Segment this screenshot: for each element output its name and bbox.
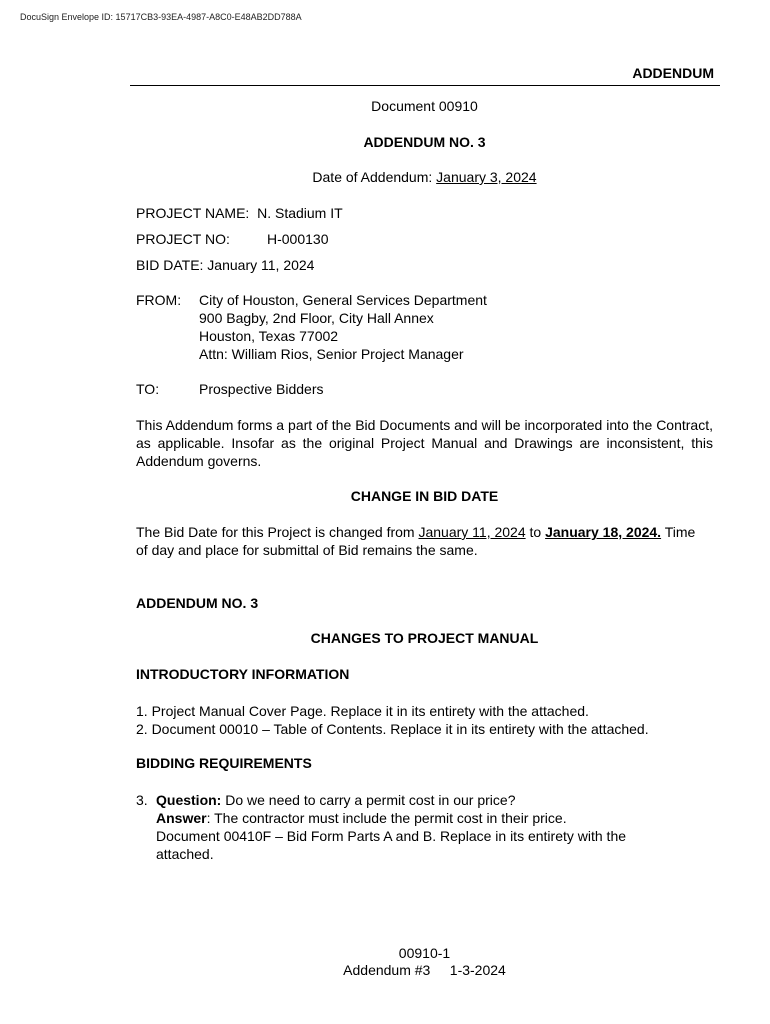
- project-name-value: N. Stadium IT: [257, 205, 343, 221]
- item-3-document: Document 00410F – Bid Form Parts A and B. Replace in its entirety with the attached.: [156, 828, 627, 862]
- project-name-label: PROJECT NAME:: [136, 205, 250, 221]
- addendum-number: ADDENDUM NO. 3: [363, 134, 486, 150]
- change-bid-new-date: January 18, 2024.: [545, 524, 662, 540]
- project-name: [136, 205, 343, 221]
- footer: [136, 945, 713, 979]
- bidding-heading: BIDDING REQUIREMENTS: [136, 755, 312, 771]
- document-number: Document 00910: [371, 98, 478, 114]
- docusign-envelope-id: DocuSign Envelope ID: 15717CB3-93EA-4987-A8C0-E48AB2DD788A: [20, 12, 302, 22]
- addendum-date-label: Date of Addendum:: [312, 169, 437, 185]
- project-no-value: H-000130: [267, 231, 329, 247]
- list-item: 1. Project Manual Cover Page. Replace it in its entirety with the attached.: [136, 703, 589, 719]
- intro-info-heading: INTRODUCTORY INFORMATION: [136, 666, 350, 682]
- from-address: [199, 291, 487, 363]
- change-bid-paragraph: [136, 523, 696, 559]
- list-item-3: [136, 791, 716, 863]
- change-bid-mid: to: [525, 524, 546, 540]
- item-3-answer: [156, 809, 716, 827]
- footer-page-number: 00910-1: [398, 945, 451, 961]
- list-item: 2. Document 00010 – Table of Contents. Replace it in its entirety with the attached.: [136, 721, 649, 737]
- answer-label: Answer: [156, 810, 207, 826]
- to-value: Prospective Bidders: [199, 381, 324, 397]
- change-bid-heading: CHANGE IN BID DATE: [350, 488, 499, 504]
- header-title: ADDENDUM: [632, 65, 714, 81]
- footer-addendum-line: Addendum #3 1-3-2024: [343, 962, 506, 978]
- to-label: TO:: [136, 381, 160, 397]
- bid-date: BID DATE: January 11, 2024: [136, 257, 315, 273]
- from-line: 900 Bagby, 2nd Floor, City Hall Annex: [199, 310, 434, 326]
- from-line: City of Houston, General Services Department: [199, 292, 487, 308]
- from-line: Attn: William Rios, Senior Project Manager: [199, 346, 464, 362]
- question-text: Do we need to carry a permit cost in our price?: [221, 792, 516, 808]
- project-no-label: PROJECT NO:: [136, 231, 230, 247]
- changes-heading: CHANGES TO PROJECT MANUAL: [310, 630, 539, 646]
- addendum-date: [136, 169, 713, 185]
- change-bid-pre: The Bid Date for this Project is changed from: [136, 524, 419, 540]
- item-3-question: [156, 791, 716, 809]
- from-label: FROM:: [136, 292, 182, 308]
- section-addendum-heading: ADDENDUM NO. 3: [136, 595, 259, 611]
- item-3-number: 3.: [136, 792, 148, 808]
- from-line: Houston, Texas 77002: [199, 328, 339, 344]
- question-label: Question:: [156, 792, 222, 808]
- answer-text: : The contractor must include the permit cost in their price.: [206, 810, 567, 826]
- header-rule: [130, 85, 720, 86]
- intro-paragraph: This Addendum forms a part of the Bid Documents and will be incorporated into the Contract, as applicable. Insofar as the original Project Manual and Drawings are inconsistent, this Addendum governs.: [136, 417, 713, 469]
- change-bid-old-date: January 11, 2024: [418, 524, 526, 540]
- change-bid-post: Time of day and place for submittal of Bid remains the same.: [136, 524, 696, 558]
- addendum-date-value: January 3, 2024: [436, 169, 537, 185]
